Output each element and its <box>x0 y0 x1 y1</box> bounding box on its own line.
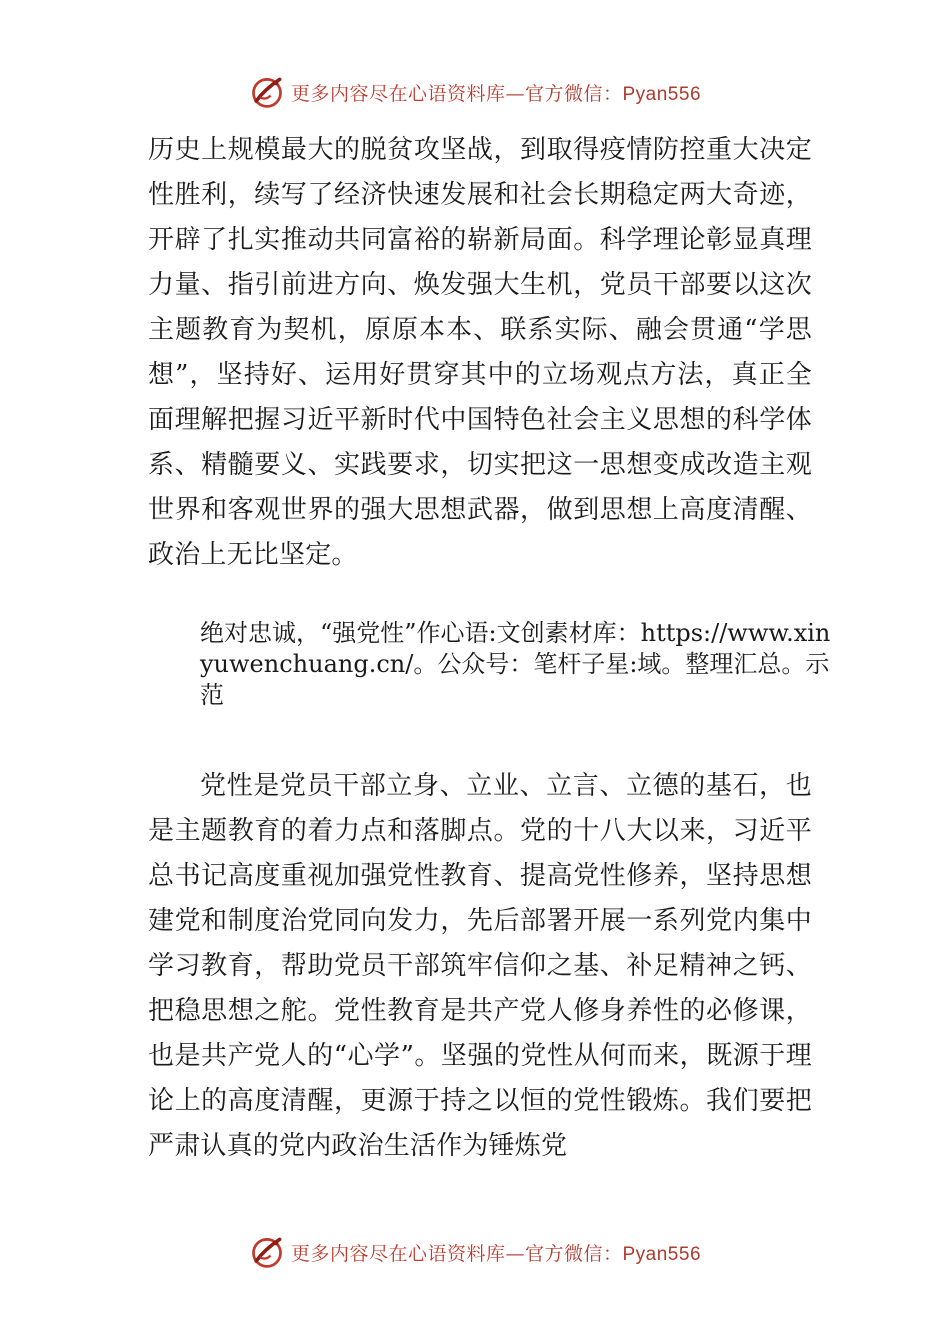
footer-banner <box>0 1232 950 1272</box>
header-handle: Pyan556 <box>622 83 702 105</box>
footer-banner-text <box>291 1239 701 1266</box>
header-dash: — <box>505 82 525 105</box>
footer-site-text: 更多内容尽在心语资料库 <box>290 1242 506 1265</box>
body-paragraph-1: 历史上规模最大的脱贫攻坚战，到取得疫情防控重大决定性胜利，续写了经济快速发展和社会长期稳定两大奇迹，开辟了扎实推动共同富裕的崭新局面。科学理论彰显真理力量、指引前进方向、焕发强大生机，党员干部要以这次主题教育为契机，原原本本、联系实际、融会贯通“学思想”，坚持好、运用好贯穿其中的立场观点方法，真正全面理解把握习近平新时代中国特色社会主义思想的科学体系、精髓要义、实践要求，切实把这一思想变成改造主观世界和客观世界的强大思想武器，做到思想上高度清醒、政治上无比坚定。 <box>148 135 812 570</box>
header-banner-text <box>291 79 701 106</box>
body-paragraph-2: 党性是党员干部立身、立业、立言、立德的基石，也是主题教育的着力点和落脚点。党的十八大以来，习近平总书记高度重视加强党性教育、提高党性修养，坚持思想建党和制度治党同向发力，先后部署开展一系列党内集中学习教育，帮助党员干部筑牢信仰之基、补足精神之钙、把稳思想之舵。党性教育是共产党人修身养性的必修课，也是共产党人的“心学”。坚强的党性从何而来，既源于理论上的高度清醒，更源于持之以恒的党性锻炼。我们要把严肃认真的党内政治生活作为锤炼党 <box>148 771 812 1161</box>
section-subheading: 绝对忠诚，“强党性”作心语:文创素材库：https://www.xinyuwenchuang.cn/。公众号：笔杆子星:域。整理汇总。示范 <box>200 619 831 709</box>
header-banner <box>0 72 950 112</box>
footer-handle: Pyan556 <box>622 1243 702 1265</box>
header-wechat-label: 官方微信： <box>524 82 623 105</box>
brush-logo-icon <box>249 1234 285 1270</box>
footer-dash: — <box>505 1242 525 1265</box>
brush-logo-icon <box>249 74 285 110</box>
header-site-text: 更多内容尽在心语资料库 <box>290 82 506 105</box>
footer-wechat-label: 官方微信： <box>524 1242 623 1265</box>
